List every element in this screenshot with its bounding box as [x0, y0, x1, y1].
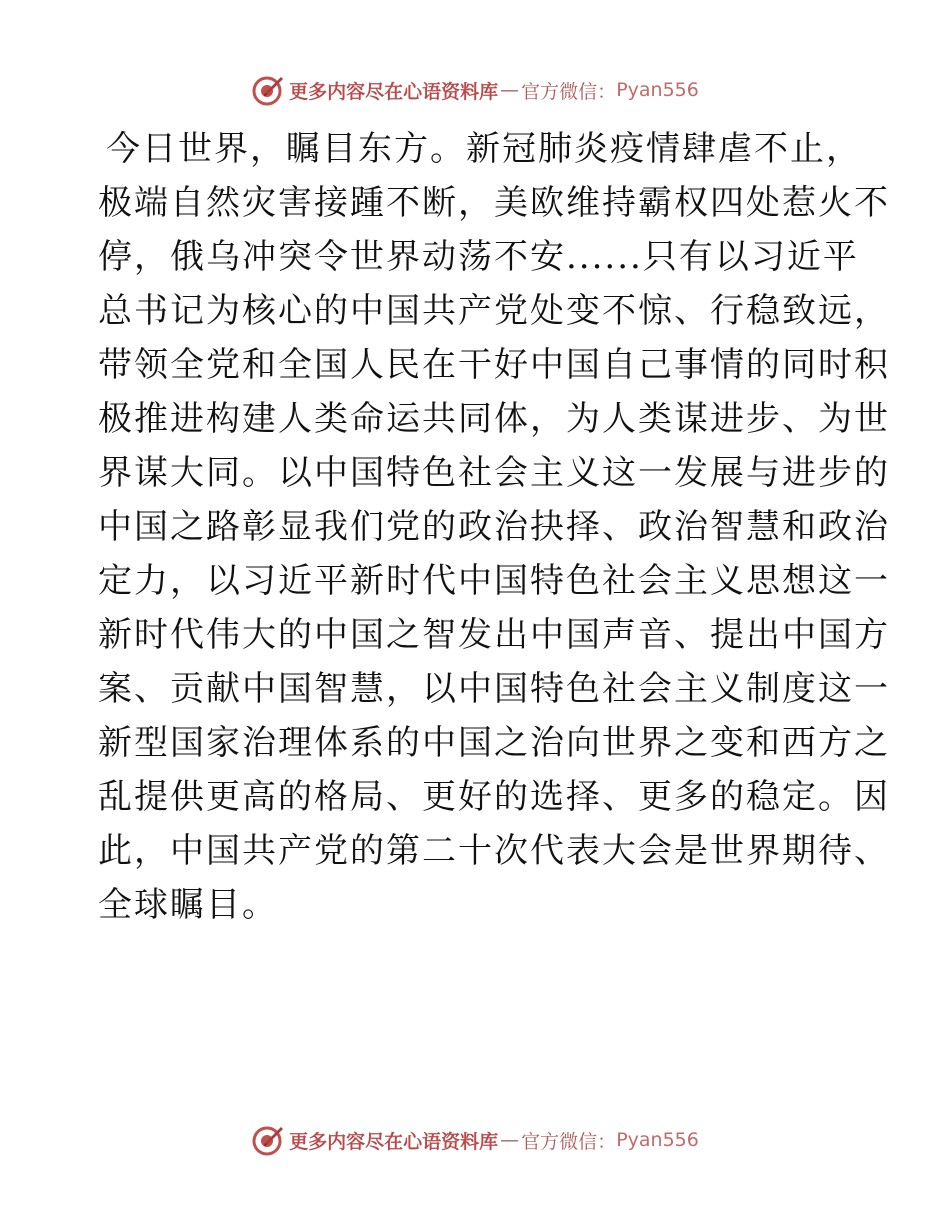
body-line: 界谋大同。以中国特色社会主义这一发展与进步的 — [98, 453, 890, 493]
footer-banner — [0, 1120, 950, 1160]
contact-label: 官方微信： — [521, 1130, 617, 1153]
body-line: 今日世界，瞩目东方。新冠肺炎疫情肆虐不止， — [106, 129, 862, 169]
body-line: 全球瞩目。 — [98, 885, 278, 925]
body-line: 带领全党和全国人民在干好中国自己事情的同时积 — [98, 345, 890, 385]
pen-circle-logo-icon — [251, 73, 285, 107]
body-line: 此，中国共产党的第二十次代表大会是世界期待、 — [98, 831, 890, 871]
header-banner — [0, 70, 950, 110]
body-line: 新时代伟大的中国之智发出中国声音、提出中国方 — [98, 615, 890, 655]
body-line: 定力，以习近平新时代中国特色社会主义思想这一 — [98, 561, 890, 601]
body-line: 乱提供更高的格局、更好的选择、更多的稳定。因 — [98, 777, 890, 817]
banner-dash: — — [500, 1129, 520, 1151]
banner-dash: — — [500, 79, 520, 101]
document-body — [98, 122, 890, 932]
body-line: 案、贡献中国智慧，以中国特色社会主义制度这一 — [98, 669, 890, 709]
contact-label: 官方微信： — [521, 80, 617, 103]
body-line: 新型国家治理体系的中国之治向世界之变和西方之 — [98, 723, 890, 763]
contact-id: Pyan556 — [616, 1129, 699, 1151]
body-line: 极推进构建人类命运共同体，为人类谋进步、为世 — [98, 399, 890, 439]
pen-circle-logo-icon — [251, 1123, 285, 1157]
site-name: 更多内容尽在心语资料库 — [289, 80, 499, 103]
body-line: 极端自然灾害接踵不断，美欧维持霸权四处惹火不 — [98, 183, 890, 223]
body-line: 中国之路彰显我们党的政治抉择、政治智慧和政治 — [98, 507, 890, 547]
body-line: 停，俄乌冲突令世界动荡不安......只有以习近平 — [98, 237, 859, 277]
body-line: 总书记为核心的中国共产党处变不惊、行稳致远， — [98, 291, 890, 331]
site-name: 更多内容尽在心语资料库 — [289, 1130, 499, 1153]
contact-id: Pyan556 — [616, 79, 699, 101]
